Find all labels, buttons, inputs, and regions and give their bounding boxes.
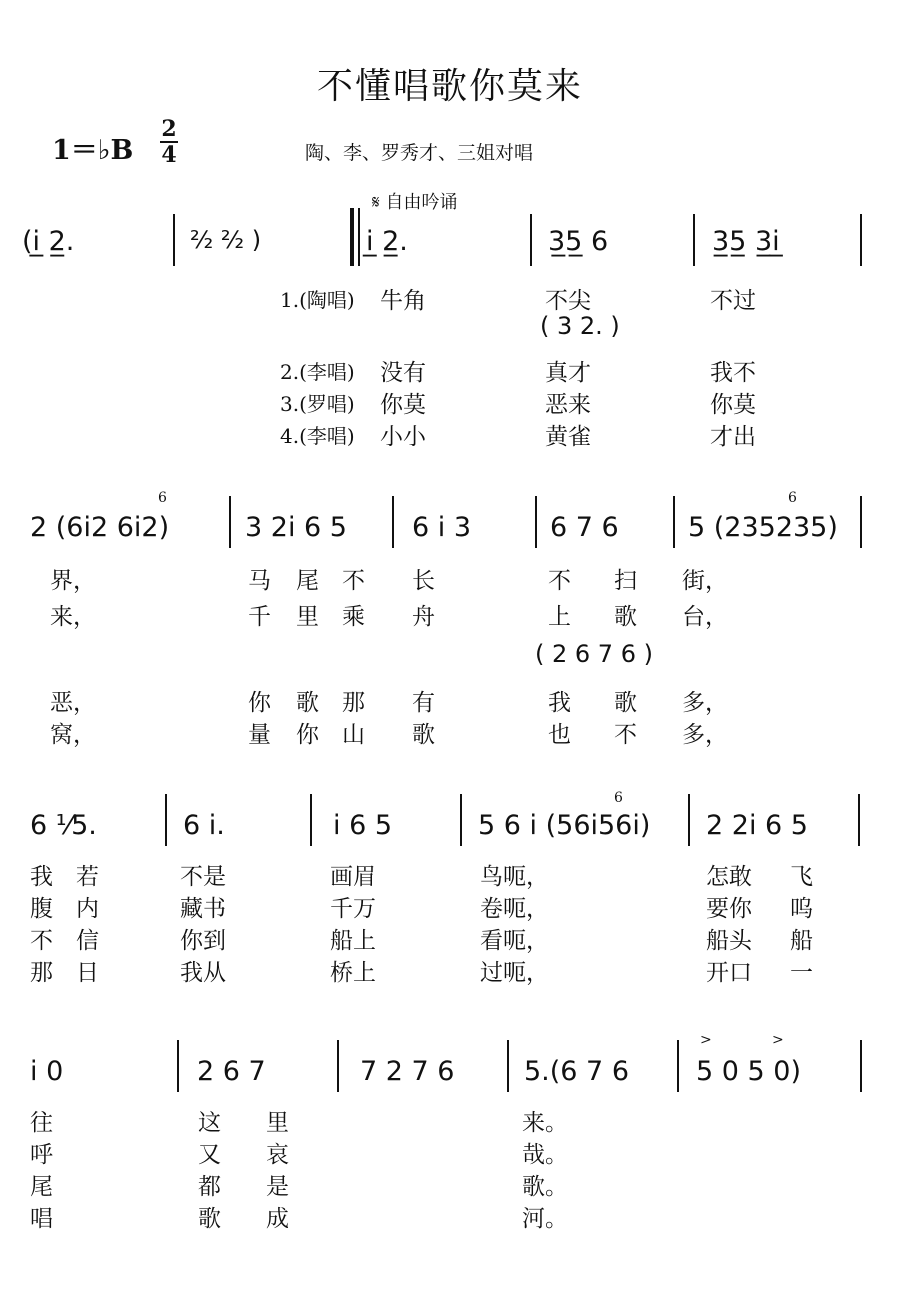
lyric: 你莫 <box>380 392 426 418</box>
lyric: 你莫 <box>710 392 756 418</box>
accent-mark: > <box>700 1032 712 1048</box>
lyric: 要你 <box>706 896 752 922</box>
lyric: 才出 <box>710 424 756 450</box>
sys1-m4: 3̲5̲ 6 <box>548 226 609 257</box>
lyric: 多， <box>682 722 728 748</box>
lyric: 哉。 <box>522 1142 568 1168</box>
lyric: 你 <box>296 722 319 748</box>
lyric: 量 <box>248 722 271 748</box>
sys3-m3: i 6 5 <box>333 810 393 841</box>
lyric: 扫 <box>614 568 637 594</box>
lyric: 鸟呃， <box>480 864 549 890</box>
lyric: 不 <box>342 568 365 594</box>
barline <box>677 1040 679 1092</box>
lyric: 怎敢 <box>706 864 752 890</box>
repeat-barline-thin <box>358 208 360 266</box>
key-signature: 1＝♭B <box>52 135 134 166</box>
lyric: 腹 <box>30 896 53 922</box>
lyric: 那 <box>342 690 365 716</box>
verse-label: 2.(李唱) <box>280 360 355 384</box>
sys4-m1: i 0 <box>30 1056 64 1087</box>
lyric: 尾 <box>296 568 319 594</box>
lyric: 有 <box>412 690 435 716</box>
lyric: 不是 <box>180 864 226 890</box>
lyric: 呼 <box>30 1142 53 1168</box>
lyric: 恶来 <box>545 392 591 418</box>
lyric: 歌 <box>412 722 435 748</box>
sys4-m2: 2 6 7 <box>197 1056 266 1087</box>
barline <box>165 794 167 846</box>
lyric: 也 <box>548 722 571 748</box>
lyric: 这 <box>198 1110 221 1136</box>
tuplet-number: 6 <box>788 490 797 506</box>
barline <box>173 214 175 266</box>
lyric: 千 <box>248 604 271 630</box>
lyric: 不 <box>30 928 53 954</box>
lyric: 界， <box>50 568 96 594</box>
lyric: 歌 <box>614 690 637 716</box>
sys4-m3: 7 2 7 6 <box>360 1056 455 1087</box>
verse-label: 3.(罗唱) <box>280 392 355 416</box>
sys3-m5: 2 2i 6 5 <box>706 810 808 841</box>
lyric: 是 <box>266 1174 289 1200</box>
lyric: 窝， <box>50 722 96 748</box>
lyric: 歌 <box>296 690 319 716</box>
lyric: 来。 <box>522 1110 568 1136</box>
lyric: 乘 <box>342 604 365 630</box>
lyric: 歌 <box>614 604 637 630</box>
barline <box>673 496 675 548</box>
barline <box>460 794 462 846</box>
lyric: 你 <box>248 690 271 716</box>
barline <box>507 1040 509 1092</box>
lyric: 信 <box>76 928 99 954</box>
lyric: 山 <box>342 722 365 748</box>
lyric: 往 <box>30 1110 53 1136</box>
lyric: 船上 <box>330 928 376 954</box>
time-sig-top: 2 <box>161 116 177 142</box>
lyric: 我从 <box>180 960 226 986</box>
lyric: 不 <box>548 568 571 594</box>
barline <box>860 1040 862 1092</box>
sys2-m1: 2 (6i2 6i2) <box>30 512 170 543</box>
lyric: 过呃， <box>480 960 549 986</box>
lyric: 台， <box>682 604 728 630</box>
lyric: 日 <box>76 960 99 986</box>
barline <box>693 214 695 266</box>
lyric: 多， <box>682 690 728 716</box>
lyric: 我不 <box>710 360 756 386</box>
barline <box>310 794 312 846</box>
lyric: 卷呃， <box>480 896 549 922</box>
lyric: 里 <box>266 1110 289 1136</box>
lyric: 千万 <box>330 896 376 922</box>
lyric: 上 <box>548 604 571 630</box>
barline <box>229 496 231 548</box>
sys4-m5: 5 0 5 0) <box>696 1056 801 1087</box>
sys1-m5: 3̲5̲ 3̲i̲ <box>712 226 780 257</box>
time-signature <box>160 118 178 166</box>
lyric: 画眉 <box>330 864 376 890</box>
sys2-m4: 6 7 6 <box>550 512 619 543</box>
sys1-m2: ²⁄₂ ²⁄₂ ) <box>190 226 262 254</box>
lyric: 小小 <box>380 424 426 450</box>
lyric: 牛角 <box>380 288 426 314</box>
lyric: 船头 <box>706 928 752 954</box>
lyric: 开口 <box>706 960 752 986</box>
barline <box>858 794 860 846</box>
barline <box>177 1040 179 1092</box>
lyric: 歌。 <box>522 1174 568 1200</box>
barline <box>535 496 537 548</box>
lyric: 呜 <box>790 896 813 922</box>
sys4-m4: 5.(6 7 6 <box>524 1056 629 1087</box>
lyric: 都 <box>198 1174 221 1200</box>
verse-label: 1.(陶唱) <box>280 288 355 312</box>
barline <box>392 496 394 548</box>
repeat-barline <box>350 208 354 266</box>
sys3-m4: 5 6 i (56i56i) <box>478 810 651 841</box>
lyric: 真才 <box>545 360 591 386</box>
lyric: 不 <box>614 722 637 748</box>
lyric: 河。 <box>522 1206 568 1232</box>
lyric: 成 <box>266 1206 289 1232</box>
lyric: 船 <box>790 928 813 954</box>
lyric: 黄雀 <box>545 424 591 450</box>
lyric: 来， <box>50 604 96 630</box>
sys2-alt: ( 2 6 7 6 ) <box>535 640 653 668</box>
lyric: 飞 <box>790 864 813 890</box>
lyric: 看呃， <box>480 928 549 954</box>
lyric: 一 <box>790 960 813 986</box>
sys3-m1: 6 ¹⁄5. <box>30 810 97 841</box>
tuplet-number: 6 <box>614 790 623 806</box>
sys1-m3: i̲ 2̲. <box>366 226 408 257</box>
lyric: 里 <box>296 604 319 630</box>
lyric: 内 <box>76 896 99 922</box>
lyric: 你到 <box>180 928 226 954</box>
sys1-intro: (i̲ 2̲. <box>22 226 75 257</box>
song-title: 不懂唱歌你莫来 <box>316 66 583 107</box>
barline <box>688 794 690 846</box>
lyric: 尾 <box>30 1174 53 1200</box>
singers-credit: 陶、李、罗秀才、三姐对唱 <box>305 142 534 164</box>
tempo-marking: 𝄋 自由吟诵 <box>372 192 458 213</box>
lyric: 恶， <box>50 690 96 716</box>
lyric: 街， <box>682 568 728 594</box>
lyric: 若 <box>76 864 99 890</box>
lyric: 不过 <box>710 288 756 314</box>
lyric: 那 <box>30 960 53 986</box>
accent-mark: > <box>772 1032 784 1048</box>
sys1-alt: ( 3 2. ) <box>540 312 620 340</box>
lyric: 又 <box>198 1142 221 1168</box>
barline <box>337 1040 339 1092</box>
lyric: 我 <box>548 690 571 716</box>
lyric: 歌 <box>198 1206 221 1232</box>
lyric: 哀 <box>266 1142 289 1168</box>
sys2-m5: 5 (235235) <box>688 512 838 543</box>
time-sig-bottom: 4 <box>161 142 177 168</box>
lyric: 不尖 <box>545 288 591 314</box>
lyric: 我 <box>30 864 53 890</box>
sys3-m2: 6 i. <box>183 810 225 841</box>
tuplet-number: 6 <box>158 490 167 506</box>
barline <box>860 214 862 266</box>
lyric: 长 <box>412 568 435 594</box>
barline <box>530 214 532 266</box>
lyric: 唱 <box>30 1206 53 1232</box>
sys2-m3: 6 i 3 <box>412 512 472 543</box>
barline <box>860 496 862 548</box>
lyric: 舟 <box>412 604 435 630</box>
lyric: 没有 <box>380 360 426 386</box>
lyric: 马 <box>248 568 271 594</box>
verse-label: 4.(李唱) <box>280 424 355 448</box>
lyric: 桥上 <box>330 960 376 986</box>
lyric: 藏书 <box>180 896 226 922</box>
sys2-m2: 3 2i 6 5 <box>245 512 347 543</box>
